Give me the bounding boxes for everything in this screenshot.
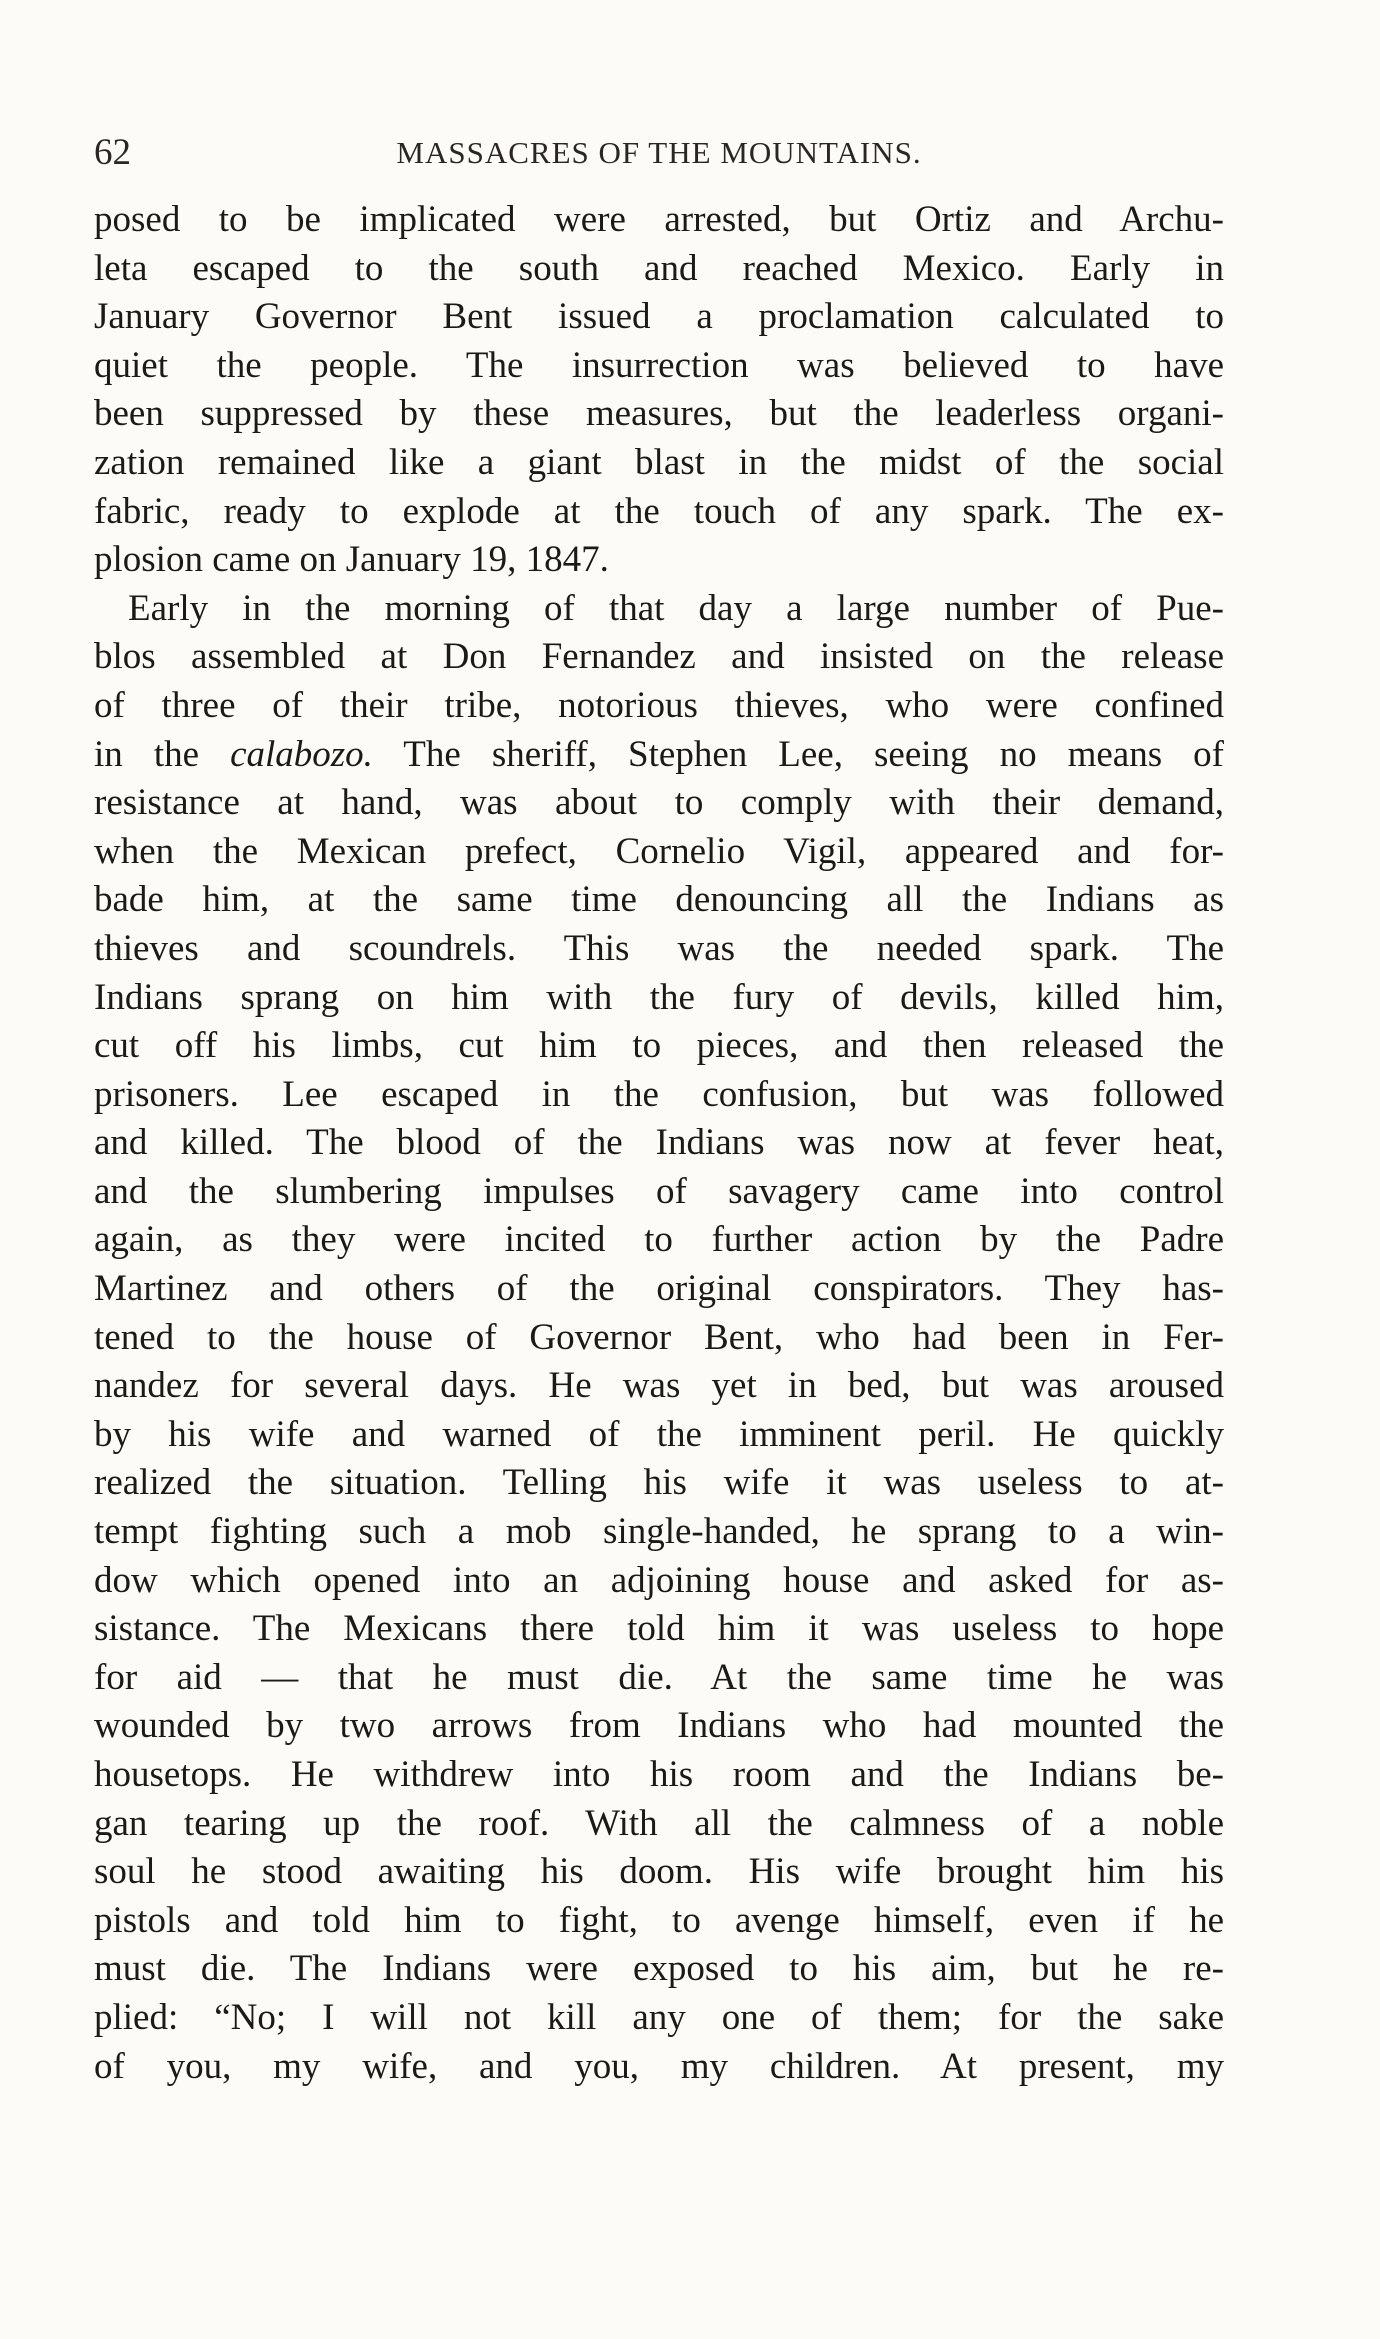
text-line: posed to be implicated were arrested, but Ortiz and Archu- xyxy=(94,199,1224,240)
text-line: for aid — that he must die. At the same time he was xyxy=(94,1656,1224,1698)
text-line: thieves and scoundrels. This was the needed spark. The xyxy=(94,927,1224,969)
page-header xyxy=(94,130,1224,176)
text-line: when the Mexican prefect, Cornelio Vigil, appeared and for- xyxy=(94,830,1224,872)
text-line: dow which opened into an adjoining house and asked for as- xyxy=(94,1559,1224,1601)
text-line: zation remained like a giant blast in the midst of the social xyxy=(94,441,1224,483)
text-line: prisoners. Lee escaped in the confusion, but was followed xyxy=(94,1073,1224,1115)
text-line xyxy=(94,731,1224,780)
text-segment: The sheriff, Stephen Lee, seeing no means of xyxy=(372,733,1224,775)
text-line: cut off his limbs, cut him to pieces, and then released the xyxy=(94,1025,1224,1067)
text-line: and the slumbering impulses of savagery came into control xyxy=(94,1170,1224,1212)
text-line: tempt fighting such a mob single-handed, he sprang to a win- xyxy=(94,1511,1224,1553)
text-line: tened to the house of Governor Bent, who had been in Fer- xyxy=(94,1316,1224,1358)
text-segment: in the xyxy=(94,733,231,775)
italic-term: calabozo. xyxy=(230,733,373,775)
text-line: quiet the people. The insurrection was believed to have xyxy=(94,344,1224,386)
page-number: 62 xyxy=(94,132,131,173)
running-title: MASSACRES OF THE MOUNTAINS. xyxy=(396,135,922,170)
text-line: pistols and told him to fight, to avenge himself, even if he xyxy=(94,1899,1224,1941)
text-line: and killed. The blood of the Indians was now at fever heat, xyxy=(94,1122,1224,1164)
text-line: resistance at hand, was about to comply with their demand, xyxy=(94,782,1224,824)
text-line: Martinez and others of the original conspirators. They has- xyxy=(94,1268,1224,1310)
text-line: bade him, at the same time denouncing all the Indians as xyxy=(94,879,1224,921)
text-line: Indians sprang on him with the fury of devils, killed him, xyxy=(94,976,1224,1018)
text-line: January Governor Bent issued a proclamation calculated to xyxy=(94,296,1224,338)
text-line: nandez for several days. He was yet in bed, but was aroused xyxy=(94,1365,1224,1407)
text-line: plied: “No; I will not kill any one of them; for the sake xyxy=(94,1996,1224,2038)
body-text xyxy=(94,196,1224,2091)
text-line: gan tearing up the roof. With all the calmness of a noble xyxy=(94,1802,1224,1844)
text-line: of three of their tribe, notorious thieves, who were confined xyxy=(94,684,1224,726)
text-line: leta escaped to the south and reached Mexico. Early in xyxy=(94,247,1224,289)
text-line: by his wife and warned of the imminent peril. He quickly xyxy=(94,1413,1224,1455)
text-line: blos assembled at Don Fernandez and insisted on the release xyxy=(94,636,1224,678)
text-line: fabric, ready to explode at the touch of any spark. The ex- xyxy=(94,490,1224,532)
text-line: Early in the morning of that day a large number of Pue- xyxy=(128,587,1224,629)
text-line: housetops. He withdrew into his room and the Indians be- xyxy=(94,1754,1224,1795)
text-line: soul he stood awaiting his doom. His wife brought him his xyxy=(94,1851,1224,1893)
text-line: been suppressed by these measures, but the leaderless organi- xyxy=(94,393,1224,435)
text-line: plosion came on January 19, 1847. xyxy=(94,539,609,581)
text-line: again, as they were incited to further action by the Padre xyxy=(94,1219,1224,1261)
text-line: of you, my wife, and you, my children. At present, my xyxy=(94,2045,1224,2087)
text-line: wounded by two arrows from Indians who had mounted the xyxy=(94,1705,1224,1747)
text-line: sistance. The Mexicans there told him it was useless to hope xyxy=(94,1608,1224,1650)
text-line: must die. The Indians were exposed to his aim, but he re- xyxy=(94,1948,1224,1990)
text-line: realized the situation. Telling his wife it was useless to at- xyxy=(94,1462,1224,1504)
